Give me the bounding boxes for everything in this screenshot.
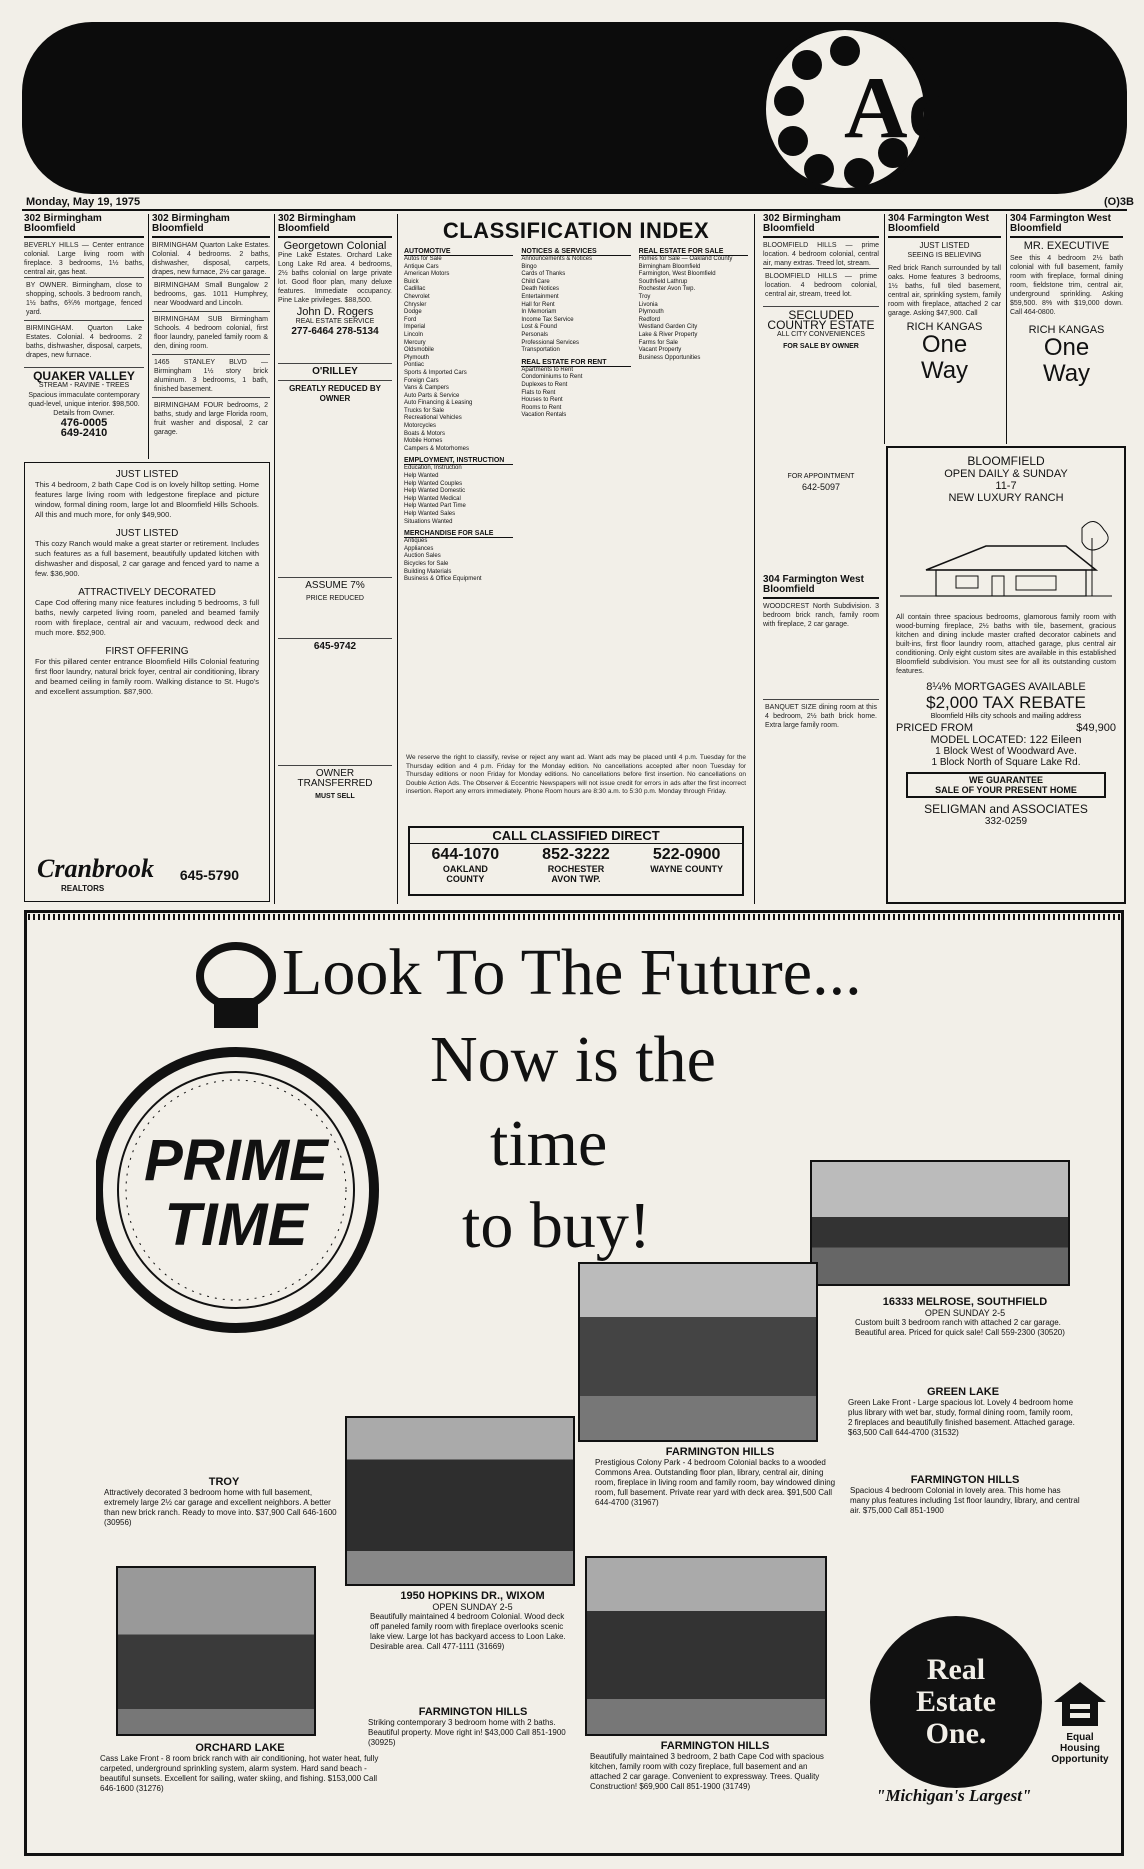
listing-farmington-3	[368, 1706, 578, 1748]
seligman-ad	[886, 446, 1126, 904]
column-heading: 302 Birmingham Bloomfield	[24, 214, 144, 238]
index-entry: Boats & Motors	[404, 430, 446, 437]
index-entry: In Memoriam	[521, 309, 557, 316]
index-entry: Cadillac	[404, 286, 426, 293]
index-entry: Imperial	[404, 324, 426, 331]
listing-text: Attractively decorated 3 bedroom home with full basement, extremely large 2½ car garage and excellent neighbors. A better than new brick ranch. Ready to move into. $37,900 Call 646-1600 (30956)	[104, 1488, 337, 1527]
index-entry: Duplexes to Rent	[521, 381, 568, 388]
price-value: $49,900	[1076, 722, 1116, 734]
listing-heading: JUST LISTED	[115, 528, 179, 539]
index-entry: Foreign Cars	[404, 377, 439, 384]
index-entry: Antique Cars	[404, 263, 439, 270]
ad-headline: Look To The Future...	[282, 936, 862, 1009]
index-entry: Income Tax Service	[521, 316, 574, 323]
index-entry: Help Wanted	[404, 473, 439, 480]
listing-text: Spacious 4 bedroom Colonial in lovely area. This home has many plus features including 1st floor laundry, library, and central air. $75,000 Call 851-1900	[850, 1486, 1080, 1515]
index-entry: American Motors	[404, 271, 450, 278]
listing-heading: JUST LISTED	[115, 469, 179, 480]
index-entry: Birmingham Bloomfield	[638, 263, 701, 270]
index-entry: Chrysler	[404, 301, 427, 308]
index-entry: Business Opportunities	[638, 354, 701, 361]
index-section-heading: EMPLOYMENT, INSTRUCTION	[404, 457, 513, 465]
logo-text: One.	[925, 1717, 987, 1750]
ad-brand: RICH KANGAS	[906, 321, 983, 333]
ad-subtitle: FOR APPOINTMENT	[787, 473, 855, 480]
index-section-heading: MERCHANDISE FOR SALE	[404, 530, 513, 538]
listing-troy	[104, 1476, 344, 1528]
ad-phone: 642-5097	[801, 482, 841, 492]
ad-body: All contain three spacious bedrooms, glamorous family room with wood-burning fireplace, 2½ baths with tile, basement, gracious kitchen and dining include master crafted decorator cabinets and built-ins, first floor laundry room, attached garage, plus central air conditioning. Only eight custom sites are available in this established Bloomfield subdivision. You must see for all its outstanding custom features.	[896, 612, 1116, 675]
location-line: 1 Block North of Square Lake Rd.	[931, 757, 1081, 768]
cranbrook-logo: Cranbrook	[37, 854, 155, 883]
ad-title: QUAKER VALLEY	[33, 369, 135, 383]
index-entry: Bingo	[521, 263, 537, 270]
column-heading: 304 Farmington West Bloomfield	[888, 214, 1001, 238]
cranbrook-phone: 645-5790	[179, 867, 239, 883]
logo-text: Real	[926, 1653, 986, 1686]
pocket-watch-icon	[96, 940, 386, 1340]
equal-housing-label	[1040, 1732, 1120, 1765]
index-entry: Auto Financing & Leasing	[404, 400, 473, 407]
index-entry: Troy	[638, 293, 651, 300]
ad-title: OWNER TRANSFERRED	[278, 765, 392, 792]
company-phone: 332-0259	[984, 816, 1028, 827]
listing-orchard-lake	[100, 1742, 380, 1794]
listing-title: FARMINGTON HILLS	[665, 1446, 775, 1458]
ad-brand: O'RILLEY	[278, 363, 392, 380]
index-section-heading: AUTOMOTIVE	[404, 248, 513, 256]
index-entry: Chevrolet	[404, 293, 430, 300]
index-entry: Condominiums to Rent	[521, 374, 583, 381]
listing-title: FARMINGTON HILLS	[660, 1740, 770, 1752]
ad-body: Pine Lake Estates. Orchard Lake Long Lake Rd area. 4 bedrooms, 2½ baths colonial on large private lot. Good floor plan, many deluxe features. Immediate occupancy. Pine Lake privileges. $88,500.	[278, 252, 392, 304]
column-1	[24, 214, 144, 459]
classified-ad: BANQUET SIZE dining room at this 4 bedroom, 2½ bath brick home. Extra large family room.	[763, 699, 879, 733]
index-entry: Rochester Avon Twp.	[638, 286, 696, 293]
eho-text: Equal	[1066, 1732, 1094, 1743]
ad-subtitle: SEEING IS BELIEVING	[907, 252, 982, 259]
location-line: 1 Block West of Woodward Ave.	[935, 746, 1077, 757]
ad-title: ASSUME 7%	[278, 577, 392, 594]
ad-title: MR. EXECUTIVE	[1023, 240, 1110, 252]
index-entry: Houses to Rent	[521, 397, 563, 404]
index-entry: Plymouth	[638, 309, 664, 316]
one-way-logo: Way	[1042, 360, 1091, 387]
ad-headline: Now is the	[430, 1023, 716, 1096]
ad-title: GREATLY REDUCED BY OWNER	[278, 380, 392, 407]
ad-title: JUST LISTED	[919, 241, 970, 250]
index-entry: Transportation	[521, 347, 560, 354]
index-entry: Mercury	[404, 339, 426, 346]
classified-ad: BIRMINGHAM Quarton Lake Estates. Colonial. 4 bedrooms. 2 baths, dishwasher, disposal, carpets, drapes, new furnace, 2½ car garage.	[152, 242, 270, 276]
index-entry: Personals	[521, 331, 549, 338]
listing-melrose	[855, 1296, 1075, 1338]
phone-number: 852-3222	[542, 846, 610, 863]
phone-area: ROCHESTER AVON TWP.	[547, 864, 605, 884]
column-heading: 304 Farmington West Bloomfield	[763, 575, 879, 599]
index-entry: Lincoln	[404, 331, 424, 338]
index-entry: Help Wanted Couples	[404, 480, 463, 487]
listing-text: Cass Lake Front - 8 room brick ranch with air conditioning, hot water heat, fully carpeted, underground sprinkling system, alarm system. Hard sand beach - beautiful sunsets. Excellent for sailing, water skiing, and fishing. $153,000 Call 646-1600 (31276)	[100, 1754, 379, 1793]
cranbrook-logo-sub: REALTORS	[61, 884, 105, 893]
listing-photo	[810, 1160, 1070, 1286]
column-6	[884, 214, 1004, 444]
index-entry: Rooms to Rent	[521, 404, 562, 411]
listing-photo	[578, 1262, 818, 1442]
listing-text: Cape Cod offering many nice features including 5 bedrooms, 3 full baths, newly carpeted living room, paneled and beamed family room with fireplace, central air and vacuum, redwood deck and much more. $52,900.	[35, 598, 259, 637]
index-entry: Lost & Found	[521, 324, 558, 331]
one-way-logo: One	[921, 331, 968, 358]
index-entry: Farms for Sale	[638, 339, 678, 346]
index-entry: Buick	[404, 278, 419, 285]
index-entry: Redford	[638, 316, 661, 323]
index-entry: Farmington, West Bloomfield	[638, 271, 716, 278]
ad-phone: 645-9742	[278, 638, 392, 655]
phone-number: 522-0900	[652, 846, 721, 863]
index-entry: Child Care	[521, 278, 550, 285]
index-entry: Trucks for Sale	[404, 407, 445, 414]
mortgage-line: 8¼% MORTGAGES AVAILABLE	[926, 681, 1086, 693]
classified-ad: BIRMINGHAM FOUR bedrooms, 2 baths, study and large Florida room, fruit washer and disposal, 2 car garage.	[152, 397, 270, 440]
index-entry: Dodge	[404, 309, 422, 316]
column-heading: 302 Birmingham Bloomfield	[278, 214, 392, 238]
column-2	[148, 214, 270, 459]
equal-housing-icon	[1052, 1680, 1108, 1730]
ad-headline: time	[490, 1107, 608, 1180]
one-way-logo: Way	[920, 357, 969, 384]
ad-hours: 11-7	[995, 480, 1017, 492]
ad-subtitle: NEW LUXURY RANCH	[948, 492, 1064, 504]
listing-photo	[116, 1566, 316, 1736]
listing-sub: OPEN SUNDAY 2-5	[432, 1602, 513, 1612]
listing-heading: ATTRACTIVELY DECORATED	[78, 587, 216, 598]
index-entry: Professional Services	[521, 339, 580, 346]
listing-title: TROY	[208, 1476, 240, 1488]
index-entry: Bicycles for Sale	[404, 560, 449, 567]
index-entry: Autos for Sale	[404, 256, 442, 262]
column-heading: 304 Farmington West Bloomfield	[1010, 214, 1123, 238]
real-estate-one-logo	[870, 1616, 1042, 1788]
ranch-house-sketch	[896, 508, 1116, 608]
listing-title: ORCHARD LAKE	[195, 1742, 285, 1754]
agent-phones: 277-6464 278-5134	[291, 326, 379, 337]
index-entry: Cards of Thanks	[521, 271, 566, 278]
index-entry: Vans & Campers	[404, 385, 449, 392]
index-notice: We reserve the right to classify, revise or reject any want ad. Want ads may be placed until 4 p.m. Tuesday for the Thursday edition and 4 p.m. Friday for the Monday edition. No cancellations accepted after noon Tuesday for Thursday editions or noon Friday for Monday editions. No cancellations before first insertion. No cancellations on Double Action Ads. The Observer & Eccentric Newspapers will not issue credit for errors in ads after the first incorrect insertion. Report any errors immediately. Phone Room hours are 8:30 a.m. to 5:30 p.m. Monday through Friday.	[406, 754, 746, 795]
listing-title: FARMINGTON HILLS	[418, 1706, 528, 1718]
index-entry: Help Wanted Domestic	[404, 488, 466, 495]
index-section-heading: REAL ESTATE FOR SALE	[639, 248, 748, 256]
listing-text: Custom built 3 bedroom ranch with attached 2 car garage. Beautiful area. Priced for quick sale! Call 559-2300 (30520)	[855, 1318, 1065, 1337]
ad-phone: 649-2410	[60, 427, 108, 439]
listing-title: 1950 HOPKINS DR., WIXOM	[400, 1590, 545, 1602]
issue-date: Monday, May 19, 1975	[26, 196, 141, 208]
watch-word: TIME	[164, 1191, 308, 1258]
index-entry: Entertainment	[521, 293, 559, 300]
classified-ad: BIRMINGHAM Small Bungalow 2 bedrooms, gas. 1011 Humphrey, near Woodward and Lincoln.	[152, 277, 270, 311]
listing-text: This cozy Ranch would make a great starter or retirement. Includes such features as a full basement, beautifully updated kitchen with dishwasher and disposal, 2 car garage and fenced yard to name a few. $36,900.	[35, 539, 259, 578]
index-entry: Westland Garden City	[638, 324, 698, 331]
index-entry: Announcements & Notices	[521, 256, 593, 262]
listing-text: Beautifully maintained 4 bedroom Colonial. Wood deck off paneled family room with fireplace overlooks scenic lake view. Large lot has backyard access to Loon Lake. Desirable area. Call 477-1111 (31669)	[370, 1612, 566, 1651]
watch-word: PRIME	[144, 1128, 328, 1193]
agent-service: REAL ESTATE SERVICE	[295, 318, 375, 325]
agent-name: John D. Rogers	[296, 306, 374, 318]
classified-ad: 1465 STANLEY BLVD — Birmingham 1½ story brick aluminum. 3 bedrooms, 1 bath, finished basement.	[152, 354, 270, 397]
ad-subtitle: PRICE REDUCED	[306, 595, 364, 602]
index-entry: Vacant Property	[638, 347, 682, 354]
page-number: (O)3B	[1104, 196, 1134, 208]
index-entry: Motorcycles	[404, 423, 437, 430]
listing-title: 16333 MELROSE, SOUTHFIELD	[882, 1296, 1048, 1308]
listing-sub: OPEN SUNDAY 2-5	[924, 1308, 1006, 1318]
ad-subtitle: STREAM - RAVINE - TREES	[38, 382, 130, 389]
listing-text: This 4 bedroom, 2 bath Cape Cod is on lovely hilltop setting. Home features large living room with ledgestone fireplace and picture window, formal dining room, large lot and Bloomfield Hills Schools. All this and much more, for only $49,900.	[35, 480, 259, 519]
index-entry: Recreational Vehicles	[404, 415, 462, 422]
guarantee-line: WE GUARANTEE	[969, 775, 1043, 785]
index-entry: Business & Office Equipment	[404, 576, 482, 583]
one-way-logo: One	[1043, 334, 1090, 361]
masthead-banner	[22, 22, 1127, 194]
column-5	[760, 214, 882, 904]
index-entry: Apartments to Rent	[521, 366, 574, 373]
index-entry: Education, Instruction	[404, 465, 462, 472]
index-entry: Plymouth	[404, 354, 430, 361]
eho-text: Opportunity	[1051, 1754, 1109, 1765]
index-entry: Homes for Sale — Oakland County	[638, 256, 733, 262]
index-entry: Livonia	[638, 301, 658, 308]
index-entry: Mobile Homes	[404, 438, 443, 445]
header-rule	[22, 209, 1127, 211]
phone-area: WAYNE COUNTY	[650, 864, 723, 874]
index-entry: Auction Sales	[404, 553, 441, 560]
index-title: CLASSIFICATION INDEX	[442, 218, 710, 243]
rotary-dial-logo: Ad	[760, 24, 930, 194]
column-7	[1006, 214, 1126, 444]
index-entry: Antiques	[404, 538, 428, 545]
ad-subtitle: FOR SALE BY OWNER	[783, 343, 859, 350]
index-entry: Southfield Lathrup	[638, 278, 688, 285]
index-entry: Vacation Rentals	[521, 412, 567, 419]
index-entry: Help Wanted Medical	[404, 495, 461, 502]
index-entry: Campers & Motorhomes	[404, 445, 470, 452]
listing-farmington-4	[590, 1740, 840, 1792]
index-section-heading: REAL ESTATE FOR RENT	[521, 359, 630, 367]
index-entry: Appliances	[404, 545, 434, 552]
eho-text: Housing	[1060, 1743, 1100, 1754]
classified-ad: BIRMINGHAM. Quarton Lake Estates. Colonial. 4 bedrooms. 2 baths, dishwasher, disposal, carpets, drapes, new furnace.	[24, 320, 144, 363]
ad-body: See this 4 bedroom 2½ bath colonial with full basement, family room with fireplace, formal dining room, fieldstone trim, central air, underground sprinkling. Asking $59,500. 8% with $19,000 down. Call 464-0800.	[1010, 255, 1123, 316]
rebate-line: $2,000 TAX REBATE	[926, 693, 1086, 712]
classified-ad: BY OWNER. Birmingham, close to shopping, schools. 3 bedroom ranch, 1½ baths, 6¾% mortgage, fenced yard.	[24, 277, 144, 320]
classified-ad: BLOOMFIELD HILLS — prime location. 4 bedroom colonial, central air, many extras. Treed lot, stream.	[763, 242, 879, 267]
ad-title: SECLUDED COUNTRY ESTATE	[767, 308, 875, 332]
listing-text: Striking contemporary 3 bedroom home with 2 baths. Beautiful property. Move right in! $43,000 Call 851-1900 (30925)	[368, 1718, 566, 1747]
ad-title: BLOOMFIELD	[967, 454, 1045, 468]
classification-index	[397, 214, 755, 904]
logo-text: Estate	[916, 1685, 996, 1718]
column-heading: 302 Birmingham Bloomfield	[763, 214, 879, 238]
priced-from-label: PRICED FROM	[896, 722, 973, 734]
index-entry: Building Materials	[404, 568, 452, 575]
ad-headline: to buy!	[462, 1189, 651, 1262]
index-entry: Hall for Rent	[521, 301, 555, 308]
guarantee-line: SALE OF YOUR PRESENT HOME	[935, 785, 1077, 795]
model-line: MODEL LOCATED: 122 Eileen	[930, 734, 1082, 746]
index-entry: Help Wanted Sales	[404, 511, 456, 517]
classified-ad: BEVERLY HILLS — Center entrance colonial. Large living room with fireplace. 3 bedrooms, 1½ baths, central air, gas heat.	[24, 242, 144, 276]
listing-heading: FIRST OFFERING	[105, 646, 189, 657]
listing-photo	[345, 1416, 575, 1586]
index-entry: Situations Wanted	[404, 518, 453, 525]
index-entry: Sports & Imported Cars	[404, 369, 467, 376]
classified-ad: WOODCREST North Subdivision. 3 bedroom brick ranch, family room with fireplace, 2 car garage.	[763, 603, 879, 628]
ad-subtitle: MUST SELL	[315, 793, 355, 800]
listing-farmington-2	[850, 1474, 1080, 1516]
listing-farmington-1	[595, 1446, 845, 1508]
listing-wixom	[370, 1590, 575, 1652]
listing-text: For this pillared center entrance Bloomfield Hills Colonial featuring first floor laundry, natural brick foyer, central air conditioning, library and beamed ceiling in family room. Walking distance to St. Hugo's and excellent assumption. $87,900.	[35, 657, 259, 696]
index-entry: Auto Parts & Service	[404, 392, 460, 399]
listing-text: Beautifully maintained 3 bedroom, 2 bath Cape Cod with spacious kitchen, family room with cozy fireplace, full basement and an attached 2 car garage. Convenient to expressway. Trees. Quality Construction! $69,900 Call 851-1900 (31749)	[590, 1752, 824, 1791]
listing-green-lake	[848, 1386, 1078, 1438]
phone-area: OAKLAND COUNTY	[442, 864, 488, 884]
index-entry: Oldsmobile	[404, 347, 435, 354]
column-heading: 302 Birmingham Bloomfield	[152, 214, 270, 238]
phone-number: 644-1070	[431, 846, 500, 863]
call-title: CALL CLASSIFIED DIRECT	[410, 828, 742, 844]
company-name: SELIGMAN and ASSOCIATES	[924, 802, 1088, 816]
index-section-heading: NOTICES & SERVICES	[521, 248, 630, 256]
ad-brand: RICH KANGAS	[1028, 324, 1105, 336]
index-entry: Pontiac	[404, 362, 425, 369]
index-entry: Help Wanted Part Time	[404, 503, 466, 510]
schools-line: Bloomfield Hills city schools and mailing address	[930, 713, 1082, 720]
index-entry: Flats to Rent	[521, 389, 556, 396]
ad-body: Spacious immaculate contemporary quad-level, unique interior. $98,500. Details from Owner.	[28, 392, 140, 417]
ad-subtitle: OPEN DAILY & SUNDAY	[944, 468, 1068, 480]
index-entry: Ford	[404, 316, 417, 323]
index-entry: Death Notices	[521, 286, 560, 293]
classified-ad: BIRMINGHAM SUB Birmingham Schools. 4 bedroom colonial, first floor laundry, paneled family room & den, dining room.	[152, 311, 270, 354]
ad-subtitle: ALL CITY CONVENIENCES	[777, 331, 865, 338]
cranbrook-ad	[24, 462, 270, 902]
index-entry: Lake & River Property	[638, 331, 698, 338]
call-classified-box	[408, 826, 744, 896]
ad-title: Georgetown Colonial	[283, 240, 387, 252]
column-3	[274, 214, 392, 904]
listing-text: Prestigious Colony Park - 4 bedroom Colonial backs to a wooded Commons Area. Outstanding floor plan, library, central air, dining room, fireplace in living room and family room, bay windowed dining room, full basement. Private rear yard with deck area. $91,500 Call 644-4700 (31967)	[595, 1458, 836, 1507]
slogan: "Michigan's Largest"	[876, 1786, 1032, 1805]
listing-photo	[585, 1556, 827, 1736]
ad-phone: 476-0005	[60, 417, 108, 429]
listing-title: FARMINGTON HILLS	[910, 1474, 1020, 1486]
ad-body: Red brick Ranch surrounded by tall oaks. Home features 3 bedrooms, 1½ baths, full tiled basement, central air, sprinkling system, family room with fireplace, attached 2 car garage. Asking $47,900. Call	[888, 265, 1001, 317]
listing-title: GREEN LAKE	[926, 1386, 1000, 1398]
classified-ad: BLOOMFIELD HILLS — prime location. 4 bedroom colonial, central air, stream, treed lot.	[763, 268, 879, 302]
listing-text: Green Lake Front - Large spacious lot. Lovely 4 bedroom home plus library with wet bar, study, formal dining room, family room, 2 fireplaces and beautifully finished basement. Attached garage. $63,500 Call 644-4700 (31532)	[848, 1398, 1075, 1437]
